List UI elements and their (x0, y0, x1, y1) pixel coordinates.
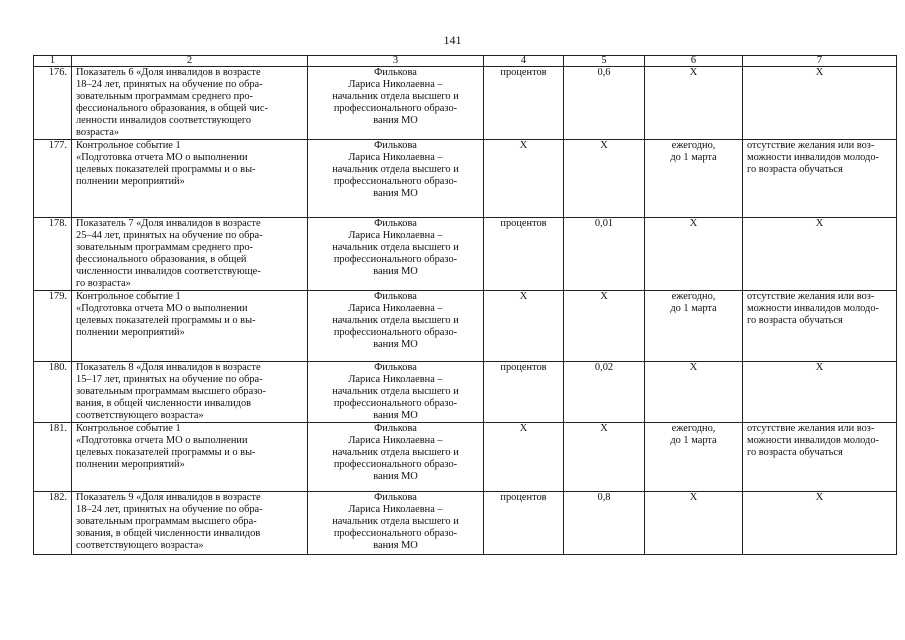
indicator-text-line: зовательным программам высшего образо- (76, 386, 266, 397)
responsible-person-line: вания МО (373, 266, 418, 277)
note-cell (743, 492, 897, 555)
table-row (34, 291, 897, 362)
responsible-person (308, 362, 484, 423)
indicator-text-line: численности инвалидов соответствующе- (76, 266, 261, 277)
indicator-text (72, 492, 308, 555)
unit-cell: процентов (484, 362, 564, 423)
responsible-person (308, 423, 484, 492)
indicator-text-line: целевых показателей программы и о вы- (76, 315, 256, 326)
period-cell (645, 140, 743, 218)
note-cell-line: можности инвалидов молодо- (747, 303, 879, 314)
note-cell-line: го возраста обучаться (747, 315, 843, 326)
value-cell: X (564, 291, 645, 362)
responsible-person-line: Лариса Николаевна – (348, 374, 443, 385)
page-number: 141 (443, 33, 462, 47)
period-cell-line: X (689, 67, 698, 78)
note-cell-line: X (815, 362, 824, 373)
period-cell (645, 291, 743, 362)
indicator-text-line: «Подготовка отчета МО о выполнении (76, 152, 248, 163)
row-number: 178. (34, 218, 72, 291)
responsible-person-line: вания МО (373, 115, 418, 126)
responsible-person-line: Лариса Николаевна – (348, 230, 443, 241)
indicator-text-line: 25–44 лет, принятых на обучение по обра- (76, 230, 263, 241)
column-header-3: 3 (308, 56, 484, 67)
indicator-text-line: полнении мероприятий» (76, 176, 185, 187)
value-cell: 0,8 (564, 492, 645, 555)
responsible-person-line: начальник отдела высшего и (332, 315, 459, 326)
note-cell-line: X (815, 218, 824, 229)
period-cell (645, 218, 743, 291)
responsible-person-line: профессионального образо- (333, 176, 458, 187)
value-cell: 0,6 (564, 67, 645, 140)
note-cell-line: X (815, 492, 824, 503)
indicator-text-line: Контрольное событие 1 (76, 140, 181, 151)
responsible-person-line: Филькова (374, 492, 417, 503)
unit-cell: процентов (484, 218, 564, 291)
indicator-text-line: полнении мероприятий» (76, 459, 185, 470)
responsible-person-line: Филькова (374, 218, 417, 229)
responsible-person-line: Лариса Николаевна – (348, 79, 443, 90)
table-row (34, 362, 897, 423)
period-cell (645, 67, 743, 140)
indicator-text-line: Показатель 8 «Доля инвалидов в возрасте (76, 362, 261, 373)
column-header-1: 1 (34, 56, 72, 67)
indicator-text-line: целевых показателей программы и о вы- (76, 447, 256, 458)
period-cell-line: до 1 марта (670, 303, 717, 314)
responsible-person-line: Филькова (374, 423, 417, 434)
row-number: 181. (34, 423, 72, 492)
period-cell-line: ежегодно, (671, 291, 716, 302)
note-cell (743, 423, 897, 492)
unit-cell: X (484, 140, 564, 218)
responsible-person-line: вания МО (373, 471, 418, 482)
indicator-text-line: Контрольное событие 1 (76, 423, 181, 434)
responsible-person (308, 492, 484, 555)
responsible-person (308, 218, 484, 291)
responsible-person (308, 67, 484, 140)
note-cell (743, 291, 897, 362)
period-cell (645, 362, 743, 423)
unit-cell: процентов (484, 492, 564, 555)
table-row (34, 140, 897, 218)
period-cell (645, 492, 743, 555)
responsible-person (308, 291, 484, 362)
indicator-text-line: «Подготовка отчета МО о выполнении (76, 303, 248, 314)
period-cell-line: ежегодно, (671, 140, 716, 151)
note-cell-line: отсутствие желания или воз- (747, 291, 875, 302)
table-row (34, 423, 897, 492)
indicator-text-line: 18–24 лет, принятых на обучение по обра- (76, 79, 263, 90)
row-number: 182. (34, 492, 72, 555)
responsible-person-line: вания МО (373, 339, 418, 350)
column-header-6: 6 (645, 56, 743, 67)
period-cell (645, 423, 743, 492)
indicator-text-line: соответствующего возраста» (76, 540, 204, 551)
responsible-person-line: Филькова (374, 362, 417, 373)
indicator-text (72, 67, 308, 140)
table-row (34, 492, 897, 555)
indicator-text-line: 18–24 лет, принятых на обучение по обра- (76, 504, 263, 515)
responsible-person-line: начальник отдела высшего и (332, 91, 459, 102)
period-cell-line: до 1 марта (670, 435, 717, 446)
indicator-text (72, 291, 308, 362)
indicator-text-line: полнении мероприятий» (76, 327, 185, 338)
indicator-text-line: «Подготовка отчета МО о выполнении (76, 435, 248, 446)
indicator-text-line: возраста» (76, 127, 120, 138)
note-cell-line: отсутствие желания или воз- (747, 423, 875, 434)
indicator-text-line: соответствующего возраста» (76, 410, 204, 421)
note-cell-line: го возраста обучаться (747, 447, 843, 458)
period-cell-line: до 1 марта (670, 152, 717, 163)
responsible-person-line: вания МО (373, 540, 418, 551)
header-row (34, 56, 897, 67)
unit-cell: X (484, 291, 564, 362)
column-header-7: 7 (743, 56, 897, 67)
unit-cell: X (484, 423, 564, 492)
indicator-text (72, 423, 308, 492)
responsible-person-line: Лариса Николаевна – (348, 504, 443, 515)
note-cell-line: можности инвалидов молодо- (747, 435, 879, 446)
responsible-person-line: начальник отдела высшего и (332, 242, 459, 253)
indicator-text-line: Показатель 7 «Доля инвалидов в возрасте (76, 218, 261, 229)
responsible-person-line: начальник отдела высшего и (332, 516, 459, 527)
responsible-person-line: профессионального образо- (333, 398, 458, 409)
indicator-text-line: ленности инвалидов соответствующего (76, 115, 252, 126)
column-header-2: 2 (72, 56, 308, 67)
indicator-text-line: зовательным программам среднего про- (76, 242, 253, 253)
indicator-text (72, 140, 308, 218)
indicator-text-line: Показатель 9 «Доля инвалидов в возрасте (76, 492, 261, 503)
responsible-person-line: вания МО (373, 188, 418, 199)
row-number: 176. (34, 67, 72, 140)
indicator-text-line: Показатель 6 «Доля инвалидов в возрасте (76, 67, 261, 78)
row-number: 177. (34, 140, 72, 218)
indicator-text-line: целевых показателей программы и о вы- (76, 164, 256, 175)
indicator-text-line: фессионального образования, в общей чис- (76, 103, 268, 114)
indicators-table (33, 55, 897, 555)
note-cell (743, 362, 897, 423)
responsible-person-line: Лариса Николаевна – (348, 152, 443, 163)
table-body (34, 67, 897, 555)
value-cell: X (564, 140, 645, 218)
column-header-4: 4 (484, 56, 564, 67)
responsible-person-line: профессионального образо- (333, 254, 458, 265)
responsible-person-line: профессионального образо- (333, 528, 458, 539)
value-cell: 0,01 (564, 218, 645, 291)
indicator-text (72, 362, 308, 423)
column-header-5: 5 (564, 56, 645, 67)
indicator-text-line: зования, в общей численности инвалидов (76, 528, 261, 539)
indicator-text-line: го возраста» (76, 278, 131, 289)
indicator-text-line: Контрольное событие 1 (76, 291, 181, 302)
indicator-text (72, 218, 308, 291)
responsible-person-line: начальник отдела высшего и (332, 386, 459, 397)
value-cell: X (564, 423, 645, 492)
table-row (34, 218, 897, 291)
responsible-person-line: профессионального образо- (333, 327, 458, 338)
responsible-person-line: Филькова (374, 67, 417, 78)
responsible-person-line: начальник отдела высшего и (332, 447, 459, 458)
note-cell (743, 140, 897, 218)
responsible-person-line: вания МО (373, 410, 418, 421)
note-cell-line: го возраста обучаться (747, 164, 843, 175)
row-number: 180. (34, 362, 72, 423)
unit-cell: процентов (484, 67, 564, 140)
note-cell (743, 67, 897, 140)
value-cell: 0,02 (564, 362, 645, 423)
responsible-person-line: Филькова (374, 291, 417, 302)
note-cell-line: можности инвалидов молодо- (747, 152, 879, 163)
responsible-person-line: Филькова (374, 140, 417, 151)
period-cell-line: X (689, 218, 698, 229)
note-cell-line: X (815, 67, 824, 78)
responsible-person-line: Лариса Николаевна – (348, 435, 443, 446)
responsible-person-line: профессионального образо- (333, 459, 458, 470)
responsible-person-line: начальник отдела высшего и (332, 164, 459, 175)
responsible-person (308, 140, 484, 218)
indicator-text-line: 15–17 лет, принятых на обучение по обра- (76, 374, 263, 385)
responsible-person-line: Лариса Николаевна – (348, 303, 443, 314)
period-cell-line: X (689, 362, 698, 373)
row-number: 179. (34, 291, 72, 362)
indicator-text-line: вания, в общей численности инвалидов (76, 398, 252, 409)
indicator-text-line: зовательным программам среднего про- (76, 91, 253, 102)
indicator-text-line: зовательным программам высшего обра- (76, 516, 257, 527)
responsible-person-line: профессионального образо- (333, 103, 458, 114)
period-cell-line: ежегодно, (671, 423, 716, 434)
indicator-text-line: фессионального образования, в общей (76, 254, 247, 265)
note-cell (743, 218, 897, 291)
table-row (34, 67, 897, 140)
table-header (34, 56, 897, 67)
period-cell-line: X (689, 492, 698, 503)
note-cell-line: отсутствие желания или воз- (747, 140, 875, 151)
